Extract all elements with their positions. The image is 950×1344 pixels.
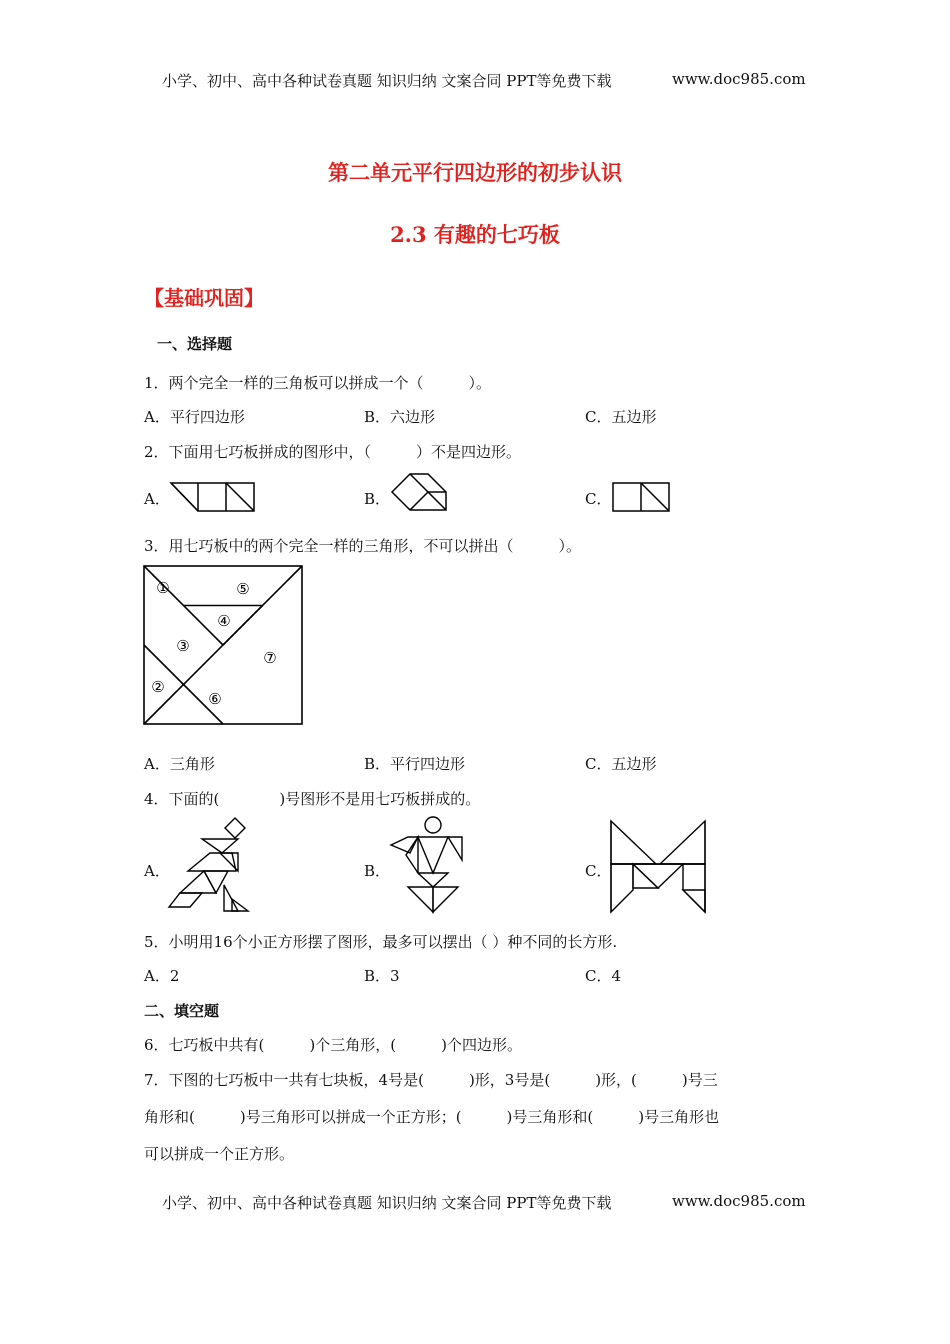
q7-line2: 角形和( )号三角形可以拼成一个正方形；( )号三角形和( )号三角形也	[144, 1108, 720, 1126]
tangram-label-6: ⑥	[208, 690, 222, 708]
q4-stem: 4．下面的( )号图形不是用七巧板拼成的。	[144, 790, 481, 808]
q6-text: 6．七巧板中共有( )个三角形，( )个四边形。	[144, 1036, 522, 1054]
q3-stem: 3．用七巧板中的两个完全一样的三角形，不可以拼出（ ）。	[144, 537, 582, 555]
tangram-label-7: ⑦	[263, 649, 277, 667]
unit-title: 第二单元平行四边形的初步认识	[328, 160, 622, 185]
q3-option-a[interactable]: A．三角形	[144, 755, 215, 773]
q2-stem: 2．下面用七巧板拼成的图形中，（ ）不是四边形。	[144, 443, 522, 461]
q4-option-a[interactable]: A．	[144, 862, 170, 880]
q1-option-c[interactable]: C．五边形	[585, 408, 657, 426]
header-text: 小学、初中、高中各种试卷真题 知识归纳 文案合同 PPT等免费下载	[162, 72, 612, 90]
section-heading: 【基础巩固】	[144, 286, 264, 310]
tangram-label-1: ①	[156, 579, 170, 597]
q2-figure-c	[611, 481, 673, 514]
q7-line1: 7．下图的七巧板中一共有七块板，4号是( )形，3号是( )形，( )号三	[144, 1071, 718, 1089]
header-site[interactable]: www.doc985.com	[672, 70, 806, 88]
q2-figure-a	[168, 481, 258, 513]
q5-option-c[interactable]: C．4	[585, 967, 622, 985]
q2-figure-b	[388, 470, 452, 514]
q4-figure-c-letter-m	[608, 818, 710, 916]
q5-option-a[interactable]: A．2	[144, 967, 180, 985]
q3-option-c[interactable]: C．五边形	[585, 755, 657, 773]
q1-option-a[interactable]: A．平行四边形	[144, 408, 245, 426]
q7-line3: 可以拼成一个正方形。	[144, 1145, 295, 1163]
tangram-label-5: ⑤	[236, 580, 250, 598]
q1-option-b[interactable]: B．六边形	[364, 408, 436, 426]
q2-option-a[interactable]: A．	[144, 490, 170, 508]
tangram-label-2: ②	[151, 678, 165, 696]
q5-stem: 5．小明用16个小正方形摆了图形，最多可以摆出（ ）种不同的长方形.	[144, 933, 618, 951]
q3-option-b[interactable]: B．平行四边形	[364, 755, 466, 773]
footer-text: 小学、初中、高中各种试卷真题 知识归纳 文案合同 PPT等免费下载	[162, 1194, 612, 1212]
q4-figure-a-runner	[166, 815, 252, 915]
q5-option-b[interactable]: B．3	[364, 967, 400, 985]
q2-option-c[interactable]: C．	[585, 490, 612, 508]
q4-figure-b-person	[388, 815, 468, 915]
q4-option-b[interactable]: B．	[364, 862, 391, 880]
q4-option-c[interactable]: C．	[585, 862, 612, 880]
lesson-title: 2.3 有趣的七巧板	[390, 222, 560, 247]
part2-heading: 二、填空题	[144, 1002, 220, 1020]
q1-stem: 1．两个完全一样的三角板可以拼成一个（ ）。	[144, 374, 492, 392]
footer-site[interactable]: www.doc985.com	[672, 1192, 806, 1210]
q3-tangram-figure	[142, 564, 306, 728]
tangram-label-3: ③	[176, 637, 190, 655]
q2-option-b[interactable]: B．	[364, 490, 391, 508]
tangram-label-4: ④	[217, 612, 231, 630]
part1-heading: 一、选择题	[157, 335, 233, 353]
